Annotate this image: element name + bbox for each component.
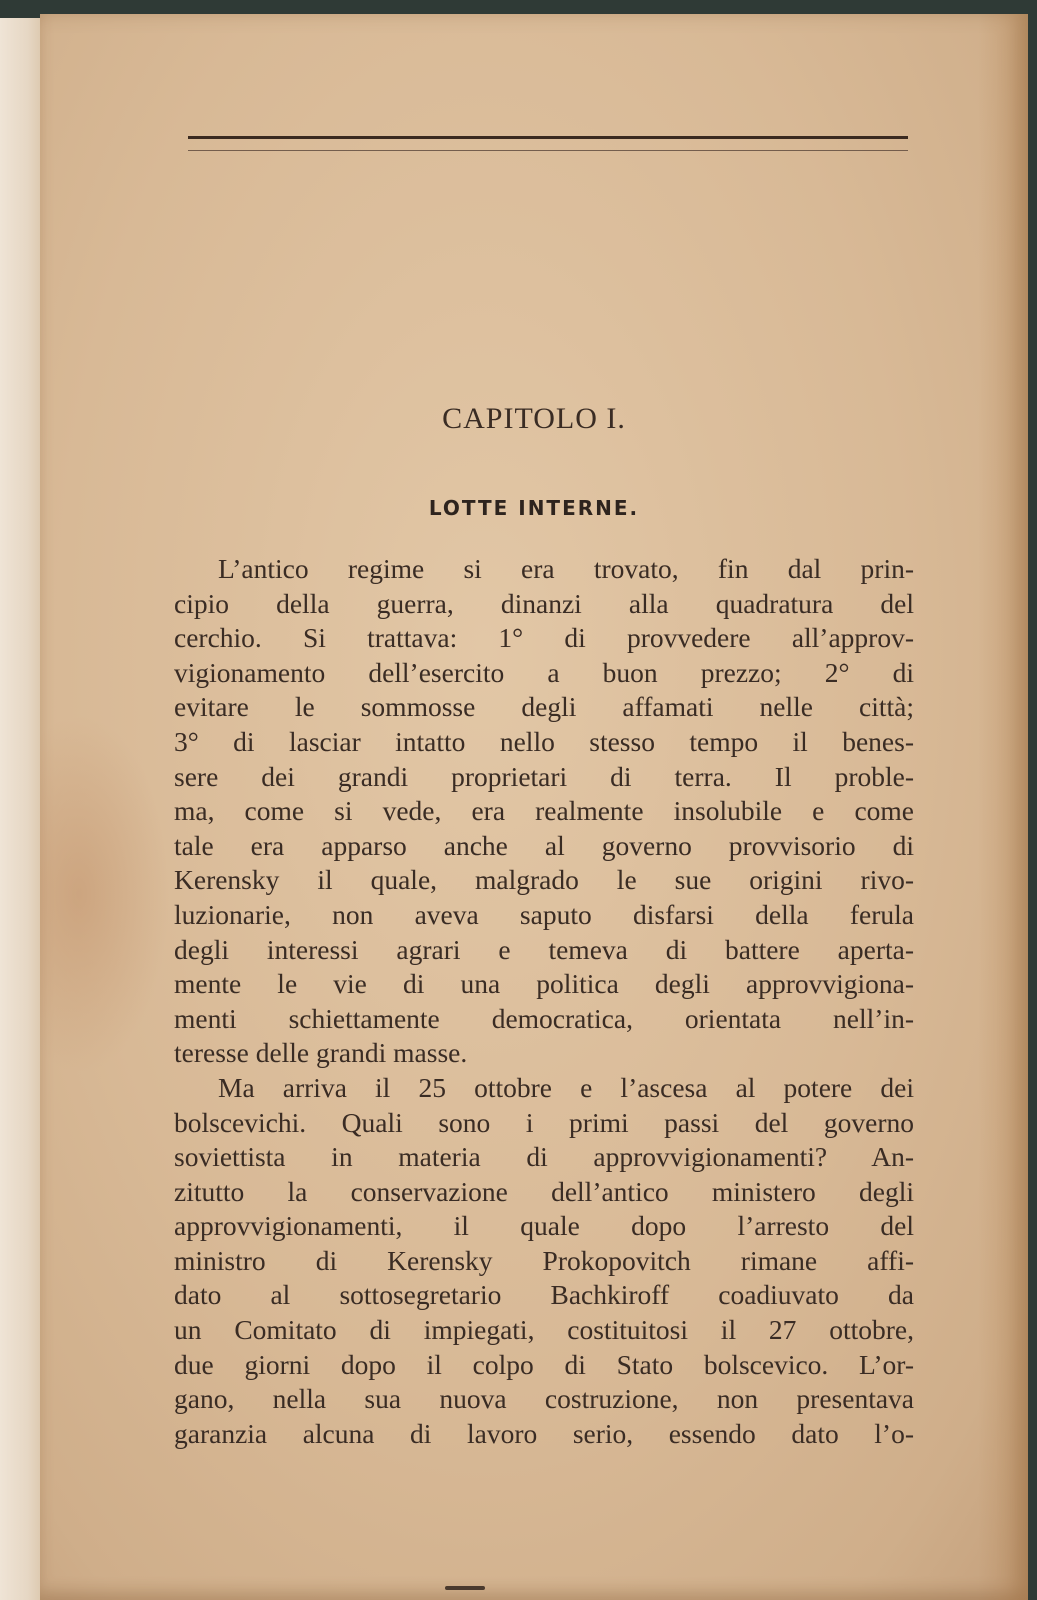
text-line: approvvigionamenti, il quale dopo l’arresto del: [174, 1210, 914, 1242]
text-line: L’antico regime si era trovato, fin dal prin-: [218, 553, 914, 584]
section-title: LOTTE INTERNE.: [428, 496, 640, 520]
ink-mark: [445, 1586, 485, 1590]
text-line: due giorni dopo il colpo di Stato bolscevico. L’or-: [174, 1348, 914, 1380]
text-line: soviettista in materia di approvvigionamenti? An-: [174, 1141, 914, 1173]
book-page: [40, 14, 1028, 1600]
text-line: mente le vie di una politica degli approvvigiona-: [174, 968, 914, 1000]
text-line: ma, come si vede, era realmente insolubile e come: [174, 795, 914, 827]
text-line: Ma arriva il 25 ottobre e l’ascesa al potere dei: [218, 1071, 914, 1103]
text-line: teresse delle grandi masse.: [174, 1037, 468, 1069]
text-line: sere dei grandi proprietari di terra. Il proble-: [174, 760, 914, 792]
chapter-title: CAPITOLO I.: [442, 402, 626, 435]
page-shadow: [978, 14, 1028, 1600]
text-line: cipio della guerra, dinanzi alla quadratura del: [174, 587, 914, 619]
text-line: un Comitato di impiegati, costituitosi il 27 ottobre,: [174, 1314, 914, 1346]
text-line: dato al sottosegretario Bachkiroff coadiuvato da: [174, 1279, 914, 1311]
text-line: ministro di Kerensky Prokopovitch rimane affi-: [174, 1244, 914, 1276]
text-line: bolscevichi. Quali sono i primi passi del governo: [174, 1106, 914, 1138]
text-line: evitare le sommosse degli affamati nelle città;: [174, 691, 914, 723]
header-rule-thick: [188, 136, 908, 139]
text-line: luzionarie, non aveva saputo disfarsi della ferula: [174, 898, 914, 930]
body-text: [174, 552, 914, 1451]
text-line: vigionamento dell’esercito a buon prezzo; 2° di: [174, 656, 914, 688]
text-line: menti schiettamente democratica, orientata nell’in-: [174, 1002, 914, 1034]
paper-stain: [40, 714, 170, 1074]
text-line: cerchio. Si trattava: 1° di provvedere all’approv-: [174, 622, 914, 654]
text-line: Kerensky il quale, malgrado le sue origini rivo-: [174, 864, 914, 896]
text-line: garanzia alcuna di lavoro serio, essendo dato l’o-: [174, 1417, 914, 1449]
text-line: tale era apparso anche al governo provvisorio di: [174, 829, 914, 861]
text-line: 3° di lasciar intatto nello stesso tempo il benes-: [174, 725, 914, 757]
text-line: zitutto la conservazione dell’antico ministero degli: [174, 1175, 914, 1207]
text-line: gano, nella sua nuova costruzione, non presentava: [174, 1383, 914, 1415]
header-rule-thin: [188, 150, 908, 151]
text-line: degli interessi agrari e temeva di battere aperta-: [174, 933, 914, 965]
